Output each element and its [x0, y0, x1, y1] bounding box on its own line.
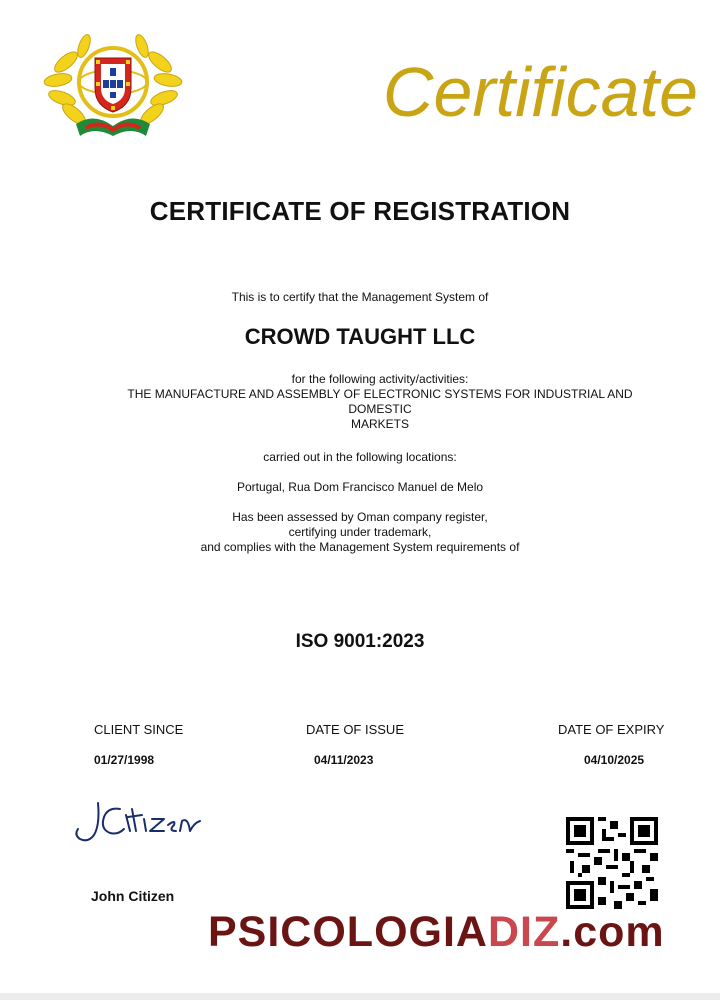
assessment-line: and complies with the Management System requirements of	[200, 540, 520, 554]
assessment-line: Has been assessed by Oman company register,	[232, 510, 488, 524]
location-text: Portugal, Rua Dom Francisco Manuel de Melo	[236, 480, 484, 494]
signatory-name: John Citizen	[91, 888, 175, 904]
activity-block	[80, 372, 680, 432]
watermark-prefix: PSICOLOGIA	[208, 908, 488, 956]
iso-standard: ISO 9001:2023	[295, 631, 425, 652]
date-of-expiry-value: 04/10/2025	[584, 753, 645, 767]
certify-intro-text: This is to certify that the Management System of	[231, 290, 489, 304]
date-of-issue-label: DATE OF ISSUE	[306, 722, 404, 737]
assessment-block	[0, 510, 720, 555]
activity-line: THE MANUFACTURE AND ASSEMBLY OF ELECTRONIC SYSTEMS FOR INDUSTRIAL AND	[127, 387, 633, 401]
activity-intro-text: for the following activity/activities:	[291, 372, 469, 386]
activity-line: MARKETS	[350, 417, 409, 431]
signature	[68, 795, 208, 851]
certificate-heading: Certificate	[382, 53, 698, 131]
page-title: CERTIFICATE OF REGISTRATION	[149, 196, 571, 226]
coat-of-arms-icon	[38, 32, 188, 142]
date-of-expiry-label: DATE OF EXPIRY	[558, 722, 665, 737]
client-since-label: CLIENT SINCE	[94, 722, 184, 737]
company-name: CROWD TAUGHT LLC	[244, 324, 476, 349]
locations-intro-text: carried out in the following locations:	[263, 450, 457, 464]
qr-code-icon	[566, 817, 658, 909]
bottom-bar	[0, 993, 720, 1000]
watermark-suffix: .com	[560, 908, 665, 956]
assessment-line: certifying under trademark,	[288, 525, 432, 539]
watermark-highlight: DIZ	[487, 908, 561, 956]
date-of-issue-value: 04/11/2023	[314, 753, 374, 767]
watermark-text	[208, 908, 665, 957]
activity-line: DOMESTIC	[348, 402, 412, 416]
client-since-value: 01/27/1998	[94, 753, 155, 767]
